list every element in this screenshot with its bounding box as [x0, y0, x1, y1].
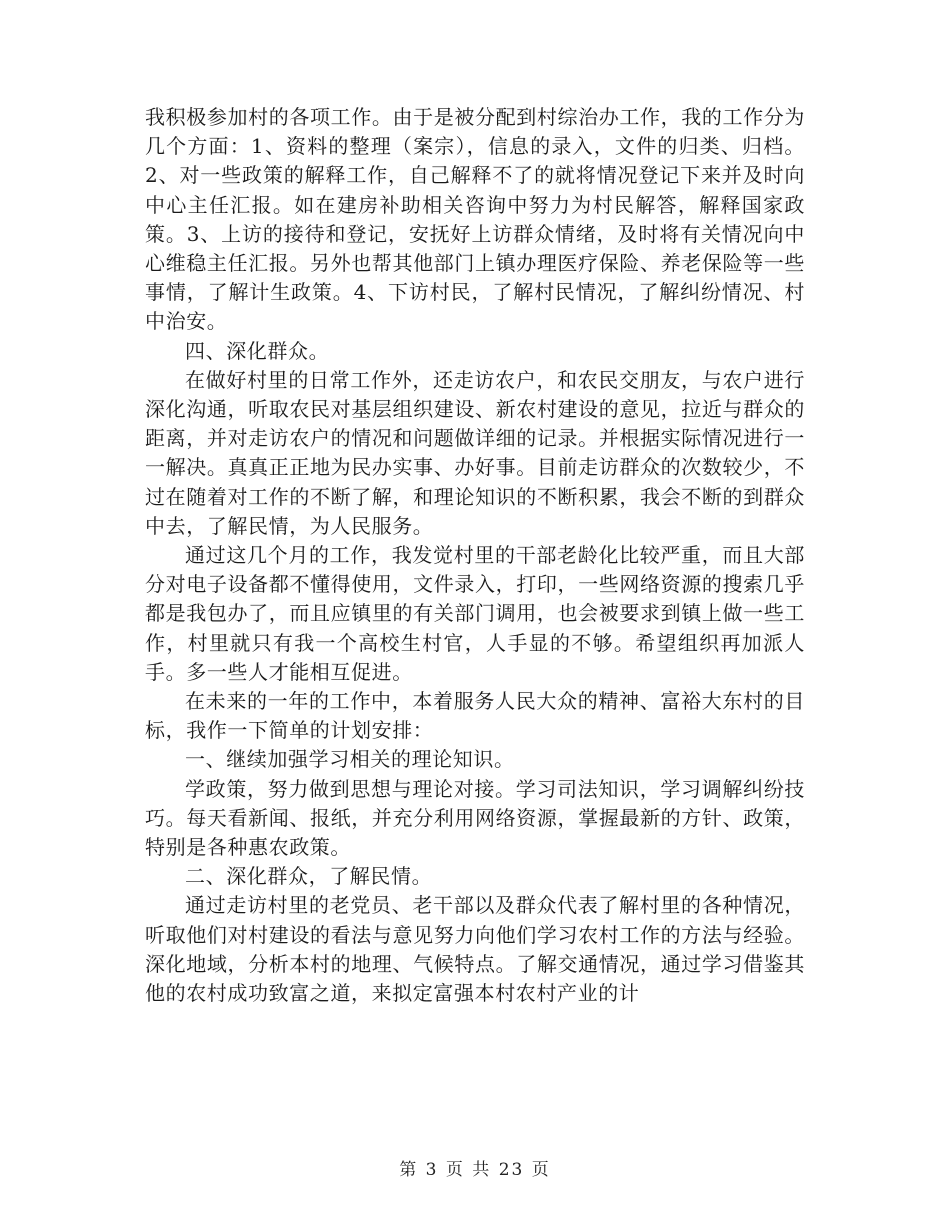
paragraph: 在未来的一年的工作中，本着服务人民大众的精神、富裕大东村的目标，我作一下简单的计划安排： — [145, 689, 805, 743]
page-footer: 第 3 页 共 23 页 — [399, 1160, 551, 1180]
document-body — [145, 103, 805, 1008]
paragraph: 通过这几个月的工作，我发觉村里的干部老龄化比较严重，而且大部分对电子设备都不懂得使用，文件录入，打印，一些网络资源的搜索几乎都是我包办了，而且应镇里的有关部门调用，也会被要求到镇上做一些工作，村里就只有我一个高校生村官，人手显的不够。希望组织再加派人手。多一些人才能相互促进。 — [145, 543, 805, 684]
paragraph: 在做好村里的日常工作外，还走访农户，和农民交朋友，与农户进行深化沟通，听取农民对基层组织建设、新农村建设的意见，拉近与群众的距离，并对走访农户的情况和问题做详细的记录。并根据实际情况进行一一解决。真真正正地为民办实事、办好事。目前走访群众的次数较少，不过在随着对工作的不断了解，和理论知识的不断积累，我会不断的到群众中去，了解民情，为人民服务。 — [145, 367, 805, 538]
section-heading: 二、深化群众，了解民情。 — [185, 864, 433, 889]
paragraph: 通过走访村里的老党员、老干部以及群众代表了解村里的各种情况，听取他们对村建设的看法与意见努力向他们学习农村工作的方法与经验。深化地域，分析本村的地理、气候特点。了解交通情况，通过学习借鉴其他的农村成功致富之道，来拟定富强本村农村产业的计 — [145, 893, 805, 1006]
paragraph: 我积极参加村的各项工作。由于是被分配到村综治办工作，我的工作分为几个方面：1、资料的整理（案宗），信息的录入，文件的归类、归档。2、对一些政策的解释工作，自己解释不了的就将情况登记下来并及时向中心主任汇报。如在建房补助相关咨询中努力为村民解答，解释国家政策。3、上访的接待和登记，安抚好上访群众情绪，及时将有关情况向中心维稳主任汇报。另外也帮其他部门上镇办理医疗保险、养老保险等一些事情，了解计生政策。4、下访村民，了解村民情况，了解纠纷情况、村中治安。 — [145, 105, 805, 334]
section-heading: 一、继续加强学习相关的理论知识。 — [185, 747, 515, 772]
paragraph: 学政策，努力做到思想与理论对接。学习司法知识，学习调解纠纷技巧。每天看新闻、报纸，并充分利用网络资源，掌握最新的方针、政策，特别是各种惠农政策。 — [145, 776, 805, 860]
section-heading: 四、深化群众。 — [185, 338, 330, 363]
